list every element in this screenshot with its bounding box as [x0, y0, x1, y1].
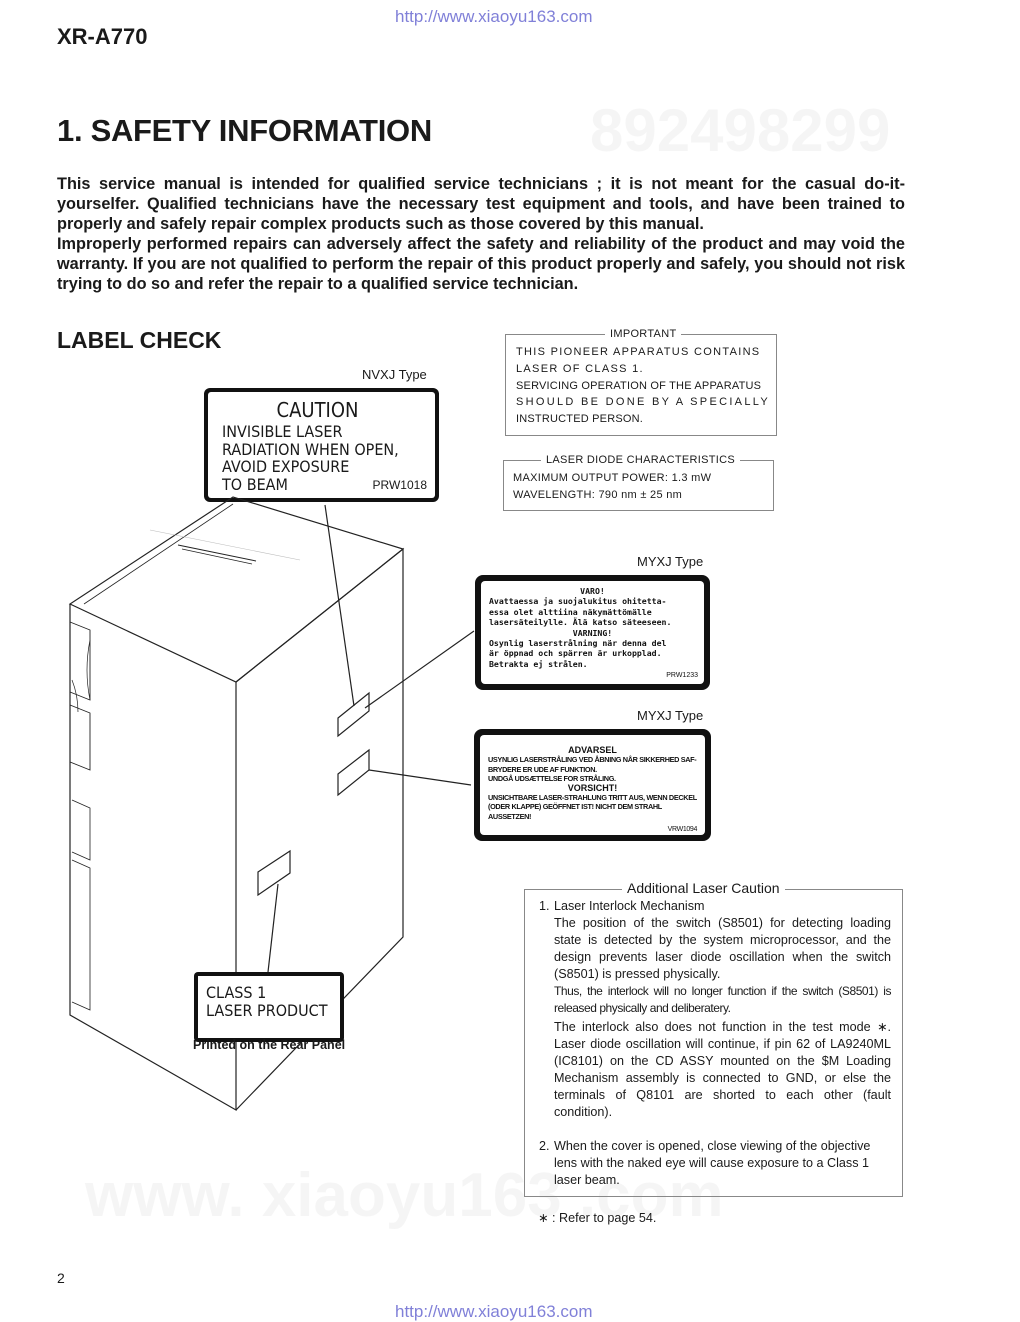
varning-heading: VARNING!	[572, 627, 613, 638]
german-line: (ODER KLAPPE) GEÖFFNET IST! NICHT DEM STRAHL AUSSETZEN!	[488, 802, 662, 821]
finnish-line: essa olet alttiina näkymättömälle	[489, 606, 652, 617]
footnote: ∗ : Refer to page 54.	[538, 1211, 657, 1225]
danish-line: BRYDERE ER UDE AF FUNKTION.	[488, 764, 597, 774]
item1-title: Laser Interlock Mechanism	[554, 899, 705, 913]
item-number: 1.	[539, 899, 550, 913]
header-url[interactable]: http://www.xiaoyu163.com	[395, 7, 593, 26]
class1-line: LASER PRODUCT	[206, 1001, 328, 1020]
vorsicht-heading: VORSICHT!	[567, 782, 618, 793]
rear-panel-caption: Printed on the Rear Panel	[193, 1038, 346, 1052]
class1-label	[194, 972, 344, 1042]
myxj2-leader-line	[369, 770, 471, 785]
caution-line: RADIATION WHEN OPEN,	[222, 439, 399, 459]
footer-url[interactable]: http://www.xiaoyu163.com	[395, 1302, 593, 1321]
danish-line: USYNLIG LASERSTRÅLING VED ÅBNING NÅR SIKKERHED SAF-	[488, 755, 697, 765]
caution-code: PRW1018	[372, 478, 427, 492]
important-line: SHOULD BE DONE BY A SPECIALLY	[516, 396, 770, 409]
caution-item-2	[539, 1138, 891, 1189]
additional-laser-caution-box	[524, 880, 903, 1197]
caution-line: TO BEAM	[222, 474, 288, 494]
swedish-line: Osynlig laserstrålning när denna del	[489, 638, 667, 649]
important-line: THIS PIONEER APPARATUS CONTAINS	[516, 346, 761, 358]
myxj1-leader-line	[365, 631, 474, 708]
danish-line: UNDGÅ UDSÆTTELSE FOR STRÅLING.	[488, 774, 616, 784]
finnish-line: Avattaessa ja suojalukitus ohitetta-	[489, 596, 667, 607]
myxj-type-label-2: MYXJ Type	[637, 708, 704, 723]
varo-heading: VARO!	[580, 586, 605, 596]
intro-paragraph-2: Improperly performed repairs can adversely affect the safety and reliability of the product and may void the warranty. If you are not qualified to perform the repair of this product properly and safely, you should not risk trying to do so and refer the repair to a qualified service technician.	[57, 235, 905, 293]
model-name: XR-A770	[57, 24, 148, 49]
section-heading-label-check: LABEL CHECK	[57, 327, 222, 353]
item-number: 2.	[539, 1139, 550, 1153]
nvxj-leader-line	[325, 505, 354, 706]
item1-paragraph-2: Thus, the interlock will no longer function if the switch (S8501) is released physically and deliberatery.	[554, 984, 891, 1015]
page-title: 1. SAFETY INFORMATION	[57, 113, 432, 148]
myxj1-label-position	[338, 750, 369, 795]
rear-leader-line	[268, 884, 278, 972]
important-line: INSTRUCTED PERSON.	[516, 413, 644, 426]
german-line: UNSICHTBARE LASER-STRAHLUNG TRITT AUS, WENN DECKEL	[488, 793, 697, 803]
swedish-line: är öppnad och spärren är urkopplad.	[489, 648, 662, 659]
class1-line: CLASS 1	[206, 983, 267, 1002]
page-number: 2	[57, 1270, 65, 1286]
intro-paragraph-1: This service manual is intended for qualified service technicians ; it is not meant for the casual do-it-yourselfer. Qualified technicians have the necessary test equipment and tools, and have been trained to properly and safely repair complex products such as those covered by this manual.	[57, 175, 905, 233]
laser-diode-legend: LASER DIODE CHARACTERISTICS	[541, 452, 740, 469]
nvxj-type-label: NVXJ Type	[362, 367, 427, 382]
caution-item-1	[539, 898, 891, 1121]
rear-label-position	[258, 851, 290, 895]
caution-line: AVOID EXPOSURE	[222, 457, 350, 476]
important-line: SERVICING OPERATION OF THE APPARATUS	[516, 379, 762, 392]
swedish-line: Betrakta ej strålen.	[489, 658, 588, 669]
caution-heading: CAUTION	[276, 398, 359, 422]
important-line: LASER OF CLASS 1.	[516, 362, 644, 375]
myxj-type-label-1: MYXJ Type	[637, 554, 704, 569]
additional-legend: Additional Laser Caution	[622, 880, 785, 897]
important-legend: IMPORTANT	[605, 326, 681, 343]
finnish-line: lasersäteilylle. Älä katso säteeseen.	[489, 617, 672, 628]
item1-paragraph-1: The position of the switch (S8501) for detecting loading state is detected by the system microprocessor, and the design prevents laser diode oscillation when the switch (S8501) is pressed physically.	[554, 916, 891, 981]
caution-line: INVISIBLE LASER	[222, 422, 343, 441]
laser-power: MAXIMUM OUTPUT POWER: 1.3 mW	[513, 472, 712, 484]
advarsel-heading: ADVARSEL	[568, 745, 617, 755]
myxj1-code: PRW1233	[666, 671, 698, 679]
myxj2-code: VRW1094	[667, 825, 697, 833]
item2-text: When the cover is opened, close viewing of the objective lens with the naked eye will cause exposure to a Class 1 laser beam.	[554, 1139, 871, 1187]
item1-paragraph-3: The interlock also does not function in the test mode ∗. Laser diode oscillation will continue, if pin 62 of LA9240ML (IC8101) on the CD ASSY mounted on the $M Loading Mechanism assembly is connected to GND, or else the terminals of Q8101 are shorted to each other (fault condition).	[554, 1020, 891, 1119]
laser-wavelength: WAVELENGTH: 790 nm ± 25 nm	[513, 489, 683, 501]
